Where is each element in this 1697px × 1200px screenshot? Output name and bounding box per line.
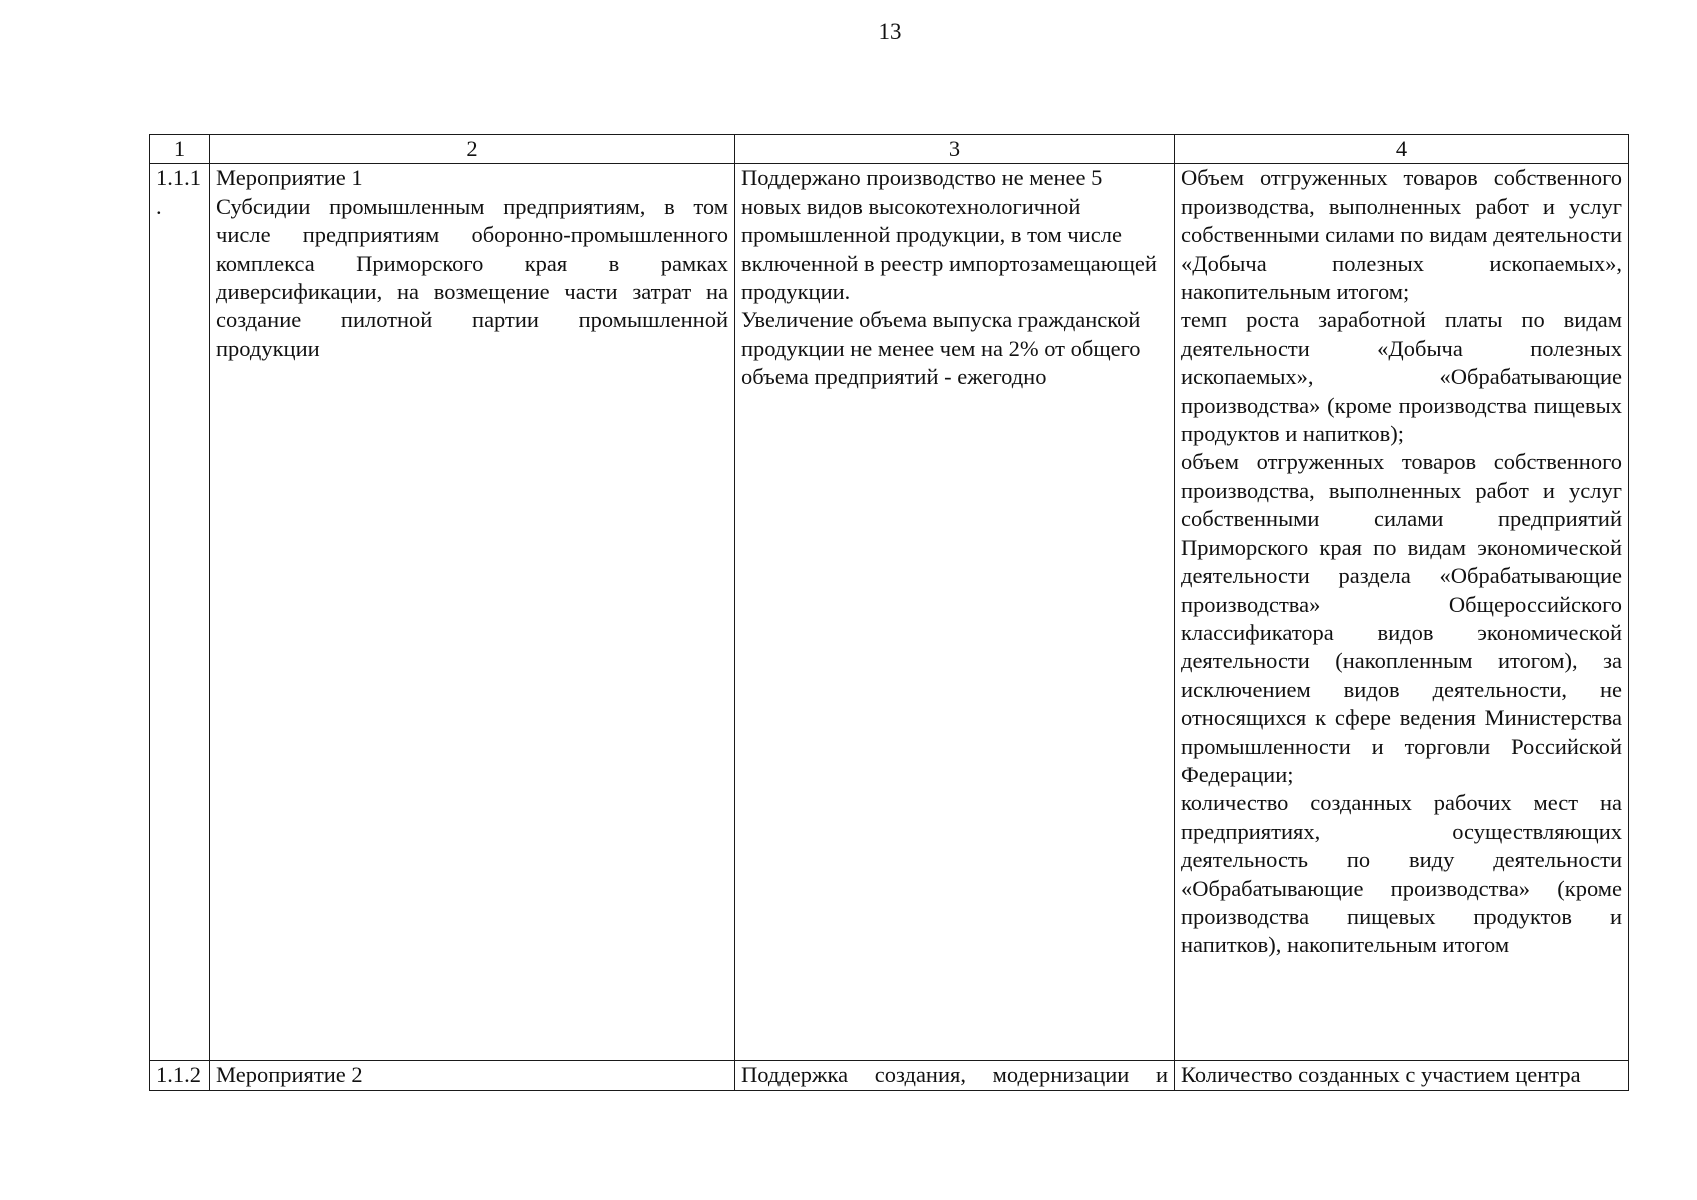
row-number: 1.1.2 [150,1061,210,1090]
indicator-item: Объем отгруженных товаров собственного производства, выполненных работ и услуг собственными силами по видам деятельности «Добыча полезных ископаемых», накопительным итогом; [1181,165,1622,305]
header-cell-1: 1 [150,135,210,164]
measures-table [149,134,1629,1091]
measure-title: Мероприятие 2 [216,1062,363,1088]
indicator-item: темп роста заработной платы по видам деятельности «Добыча полезных ископаемых», «Обрабатывающие производства» (кроме производства пищевых продуктов и напитков); [1181,307,1622,447]
indicators-cell [1175,164,1629,1061]
result-text: Поддержка создания, модернизации и [741,1062,1168,1088]
measure-title: Мероприятие 1 [216,165,363,191]
header-cell-2: 2 [210,135,735,164]
result-cell [735,164,1175,1061]
table-row [150,164,1629,1061]
header-cell-4: 4 [1175,135,1629,164]
indicator-item: объем отгруженных товаров собственного производства, выполненных работ и услуг собственными силами предприятий Приморского края по видам экономической деятельности раздела «Обрабатывающие производства» Общероссийского классификатора видов экономической деятельности (накопленным итогом), за исключением видов деятельности, не относящихся к сфере ведения Министерства промышленности и торговли Российской Федерации; [1181,449,1622,787]
result-cell [735,1061,1175,1090]
measure-description-cell [210,164,735,1061]
page-number: 13 [878,19,902,44]
measure-description-cell [210,1061,735,1090]
header-cell-3: 3 [735,135,1175,164]
row-number: 1.1.1. [150,164,210,1061]
indicator-item: Количество созданных с участием центра [1181,1062,1581,1088]
measure-text: Субсидии промышленным предприятиям, в том числе предприятиям оборонно-промышленного комплекса Приморского края в рамках диверсификации, на возмещение части затрат на создание пилотной партии промышленной продукции [216,193,728,361]
table-header-row [150,135,1629,164]
table-row [150,1061,1629,1090]
result-text: Поддержано производство не менее 5 новых видов высокотехнологичной промышленной продукции, в том числе включенной в реестр импортозамещающей продукции. Увеличение объема выпуска гражданской продукции не менее чем на 2% от общего объема предприятий - ежегодно [741,165,1157,390]
indicator-item: количество созданных рабочих мест на предприятиях, осуществляющих деятельность по виду деятельности «Обрабатывающие производства» (кроме производства пищевых продуктов и напитков), накопительным итогом [1181,790,1622,958]
indicators-cell [1175,1061,1629,1090]
